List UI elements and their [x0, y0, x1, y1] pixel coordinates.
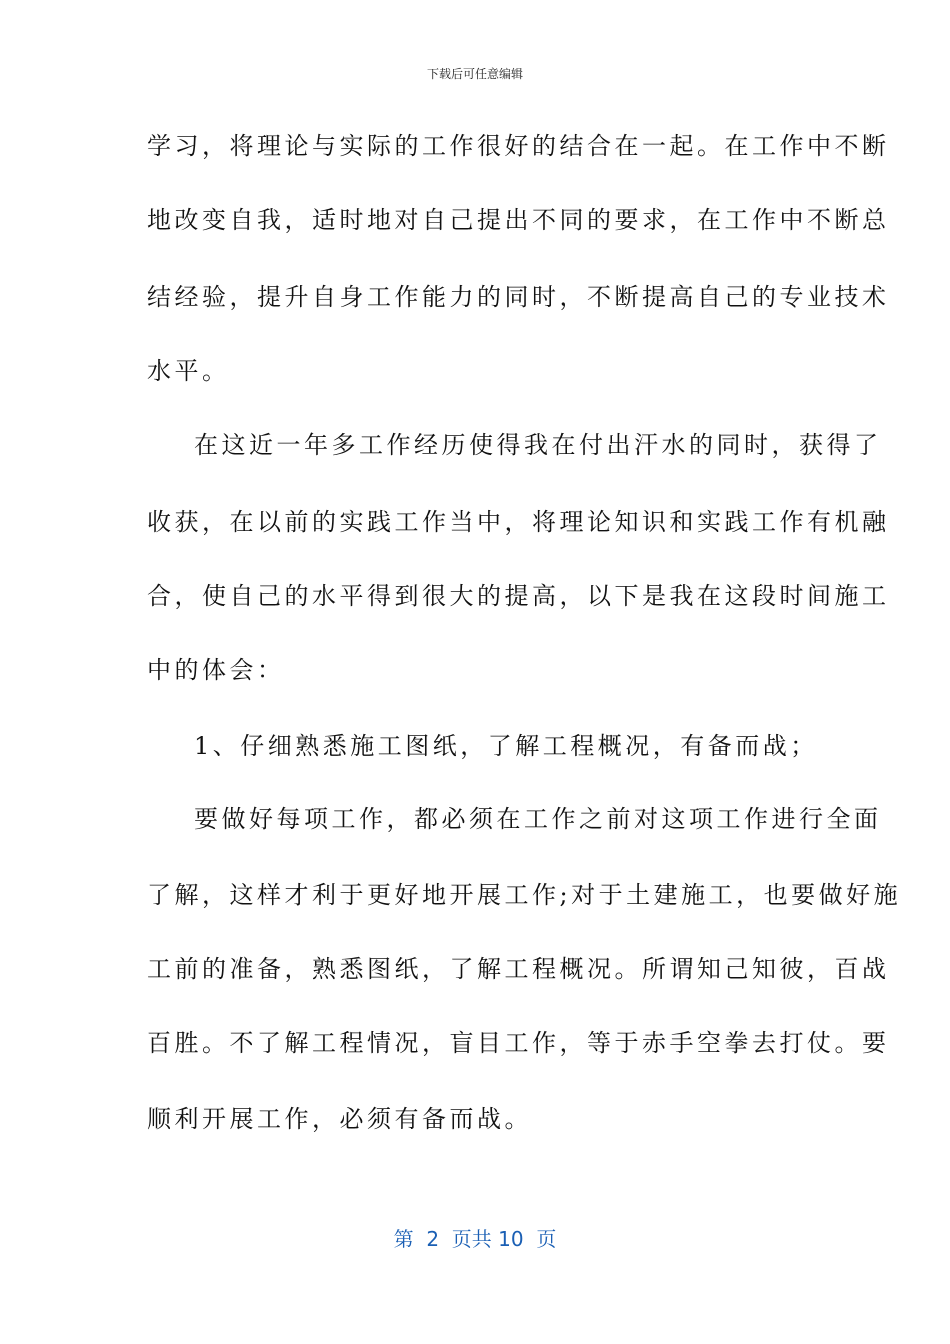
page-header: 下载后可任意编辑 — [426, 67, 523, 81]
text-line: 百胜。不了解工程情况，盲目工作，等于赤手空拳去打仗。要 — [147, 1029, 890, 1057]
text-line: 水平。 — [147, 357, 230, 385]
text-line: 1、仔细熟悉施工图纸，了解工程概况，有备而战； — [194, 732, 818, 760]
text-line: 收获，在以前的实践工作当中，将理论知识和实践工作有机融 — [147, 508, 890, 536]
text-line: 地改变自我，适时地对自己提出不同的要求，在工作中不断总 — [147, 206, 890, 234]
text-line: 学习，将理论与实际的工作很好的结合在一起。在工作中不断 — [147, 132, 890, 160]
text-line: 合，使自己的水平得到很大的提高，以下是我在这段时间施工 — [147, 582, 890, 610]
text-line: 中的体会： — [147, 656, 285, 684]
text-line: 工前的准备，熟悉图纸，了解工程概况。所谓知己知彼，百战 — [147, 955, 890, 983]
text-line: 结经验，提升自身工作能力的同时，不断提高自己的专业技术 — [147, 283, 890, 311]
page-number: 第 2 页共 10 页 — [393, 1227, 557, 1251]
text-line: 顺利开展工作，必须有备而战。 — [147, 1105, 532, 1133]
text-line: 在这近一年多工作经历使得我在付出汗水的同时，获得了 — [194, 431, 882, 459]
text-line: 要做好每项工作，都必须在工作之前对这项工作进行全面 — [194, 805, 882, 833]
text-line: 了解，这样才利于更好地开展工作;对于土建施工，也要做好施 — [147, 881, 902, 909]
